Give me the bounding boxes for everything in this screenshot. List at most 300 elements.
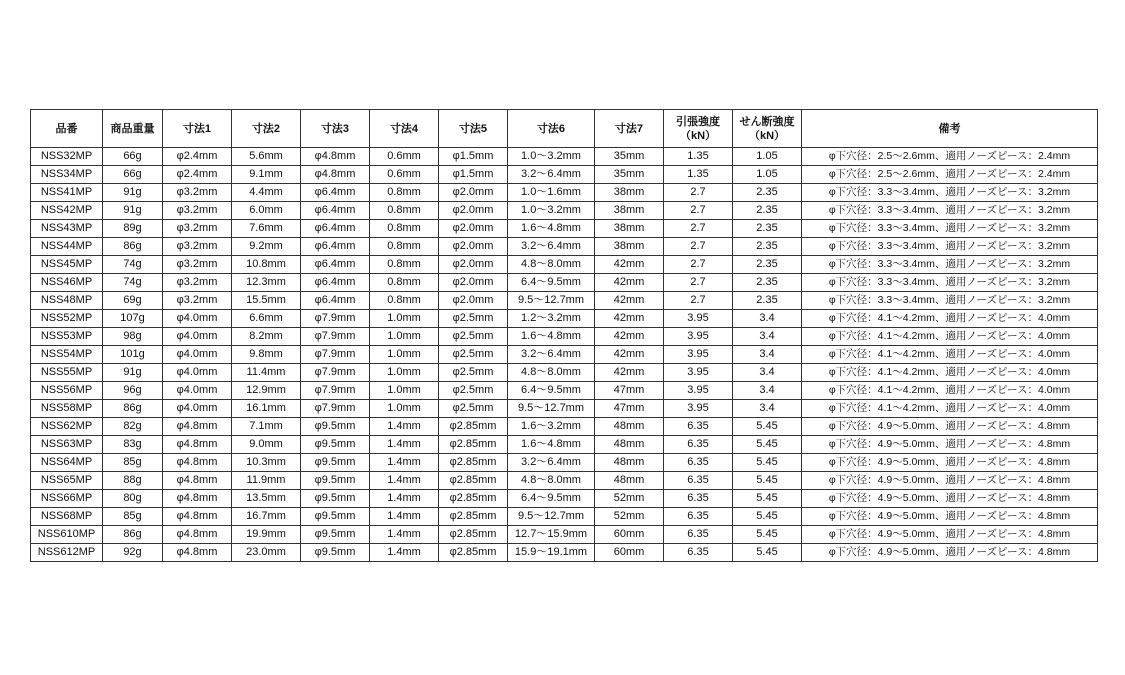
table-cell: 66g (103, 166, 163, 184)
table-row (31, 418, 1098, 436)
note-cell: φ下穴径：4.1～4.2mm、適用ノーズピース：4.0mm (802, 364, 1098, 382)
table-cell: φ2.85mm (439, 490, 508, 508)
table-cell: 15.9～19.1mm (508, 544, 595, 562)
note-cell: φ下穴径：3.3～3.4mm、適用ノーズピース：3.2mm (802, 220, 1098, 238)
table-cell: 1.6～3.2mm (508, 418, 595, 436)
table-cell: 1.4mm (370, 472, 439, 490)
note-cell: φ下穴径：4.9～5.0mm、適用ノーズピース：4.8mm (802, 526, 1098, 544)
column-header (163, 110, 232, 148)
table-cell: φ4.8mm (301, 148, 370, 166)
table-row (31, 184, 1098, 202)
table-cell: 1.0mm (370, 346, 439, 364)
table-cell: 52mm (595, 508, 664, 526)
table-cell: 3.4 (733, 400, 802, 418)
table-row (31, 382, 1098, 400)
table-cell: 5.45 (733, 418, 802, 436)
table-row (31, 400, 1098, 418)
part-number-cell: NSS43MP (31, 220, 103, 238)
table-row (31, 310, 1098, 328)
table-cell: 12.3mm (232, 274, 301, 292)
table-cell: 6.6mm (232, 310, 301, 328)
table-cell: 2.35 (733, 184, 802, 202)
part-number-cell: NSS56MP (31, 382, 103, 400)
table-cell: 3.95 (664, 400, 733, 418)
table-cell: 5.45 (733, 472, 802, 490)
table-cell: 1.4mm (370, 436, 439, 454)
part-number-cell: NSS55MP (31, 364, 103, 382)
table-cell: 86g (103, 400, 163, 418)
part-number-cell: NSS64MP (31, 454, 103, 472)
table-cell: φ2.0mm (439, 238, 508, 256)
column-header-label: 寸法6 (536, 122, 566, 135)
table-cell: φ9.5mm (301, 508, 370, 526)
table-cell: 74g (103, 274, 163, 292)
table-cell: φ2.85mm (439, 454, 508, 472)
table-cell: 48mm (595, 436, 664, 454)
note-cell: φ下穴径：4.9～5.0mm、適用ノーズピース：4.8mm (802, 472, 1098, 490)
table-row (31, 220, 1098, 238)
table-cell: 1.0mm (370, 382, 439, 400)
column-header (664, 110, 733, 148)
table-cell: φ2.5mm (439, 364, 508, 382)
table-cell: 12.7～15.9mm (508, 526, 595, 544)
part-number-cell: NSS68MP (31, 508, 103, 526)
column-header-unit: （kN） (679, 129, 717, 142)
column-header (370, 110, 439, 148)
column-header-unit: （kN） (748, 129, 786, 142)
table-cell: 91g (103, 202, 163, 220)
table-row (31, 508, 1098, 526)
table-cell: 4.8～8.0mm (508, 364, 595, 382)
table-cell: 6.35 (664, 526, 733, 544)
table-cell: 47mm (595, 400, 664, 418)
table-cell: 1.0mm (370, 364, 439, 382)
table-cell: 1.0mm (370, 328, 439, 346)
table-cell: 2.35 (733, 238, 802, 256)
column-header (802, 110, 1098, 148)
column-header-label: 引張強度 (676, 115, 720, 128)
spec-table (30, 109, 1098, 562)
table-cell: φ4.0mm (163, 364, 232, 382)
table-cell: 2.35 (733, 274, 802, 292)
table-cell: 3.95 (664, 346, 733, 364)
table-row (31, 364, 1098, 382)
part-number-cell: NSS32MP (31, 148, 103, 166)
note-cell: φ下穴径：4.1～4.2mm、適用ノーズピース：4.0mm (802, 346, 1098, 364)
part-number-cell: NSS65MP (31, 472, 103, 490)
table-cell: 8.2mm (232, 328, 301, 346)
table-cell: 1.4mm (370, 418, 439, 436)
table-cell: φ9.5mm (301, 544, 370, 562)
table-cell: 7.1mm (232, 418, 301, 436)
table-cell: φ3.2mm (163, 274, 232, 292)
table-cell: 6.4～9.5mm (508, 274, 595, 292)
table-cell: φ2.85mm (439, 544, 508, 562)
table-cell: φ4.8mm (163, 472, 232, 490)
table-cell: 66g (103, 148, 163, 166)
table-cell: 9.5～12.7mm (508, 508, 595, 526)
table-cell: 98g (103, 328, 163, 346)
table-cell: 85g (103, 454, 163, 472)
table-cell: 3.2～6.4mm (508, 346, 595, 364)
table-cell: φ4.8mm (301, 166, 370, 184)
table-cell: φ2.0mm (439, 202, 508, 220)
part-number-cell: NSS34MP (31, 166, 103, 184)
table-cell: φ6.4mm (301, 238, 370, 256)
table-cell: 2.7 (664, 202, 733, 220)
table-row (31, 472, 1098, 490)
table-cell: 1.0mm (370, 310, 439, 328)
table-cell: 6.35 (664, 454, 733, 472)
table-cell: 101g (103, 346, 163, 364)
table-cell: φ7.9mm (301, 400, 370, 418)
note-cell: φ下穴径：4.1～4.2mm、適用ノーズピース：4.0mm (802, 400, 1098, 418)
table-cell: 35mm (595, 148, 664, 166)
table-cell: 16.7mm (232, 508, 301, 526)
table-cell: 52mm (595, 490, 664, 508)
table-cell: 1.0～1.6mm (508, 184, 595, 202)
column-header-label: 寸法7 (614, 122, 644, 135)
note-cell: φ下穴径：4.9～5.0mm、適用ノーズピース：4.8mm (802, 490, 1098, 508)
table-row (31, 274, 1098, 292)
table-cell: 1.6～4.8mm (508, 328, 595, 346)
table-cell: φ6.4mm (301, 256, 370, 274)
note-cell: φ下穴径：4.9～5.0mm、適用ノーズピース：4.8mm (802, 508, 1098, 526)
table-cell: φ1.5mm (439, 148, 508, 166)
table-cell: 5.45 (733, 526, 802, 544)
table-cell: 4.8～8.0mm (508, 472, 595, 490)
table-cell: 48mm (595, 454, 664, 472)
table-row (31, 544, 1098, 562)
table-cell: 1.4mm (370, 526, 439, 544)
table-cell: 3.4 (733, 382, 802, 400)
table-cell: φ9.5mm (301, 436, 370, 454)
table-cell: φ2.4mm (163, 148, 232, 166)
table-cell: 5.45 (733, 544, 802, 562)
table-cell: 0.6mm (370, 166, 439, 184)
note-cell: φ下穴径：3.3～3.4mm、適用ノーズピース：3.2mm (802, 238, 1098, 256)
table-cell: 6.35 (664, 418, 733, 436)
table-cell: 11.9mm (232, 472, 301, 490)
table-cell: 35mm (595, 166, 664, 184)
table-cell: φ4.0mm (163, 310, 232, 328)
table-cell: 1.4mm (370, 544, 439, 562)
table-cell: φ2.0mm (439, 274, 508, 292)
table-cell: 2.7 (664, 292, 733, 310)
table-cell: φ4.8mm (163, 436, 232, 454)
part-number-cell: NSS44MP (31, 238, 103, 256)
table-cell: 2.35 (733, 220, 802, 238)
table-cell: φ1.5mm (439, 166, 508, 184)
table-cell: 6.35 (664, 490, 733, 508)
table-cell: φ4.0mm (163, 328, 232, 346)
note-cell: φ下穴径：4.9～5.0mm、適用ノーズピース：4.8mm (802, 454, 1098, 472)
table-cell: 0.8mm (370, 202, 439, 220)
table-cell: φ6.4mm (301, 292, 370, 310)
table-cell: φ2.5mm (439, 400, 508, 418)
table-cell: 11.4mm (232, 364, 301, 382)
table-cell: 42mm (595, 274, 664, 292)
column-header-label: 備考 (938, 122, 961, 135)
table-cell: 6.4～9.5mm (508, 490, 595, 508)
table-cell: 13.5mm (232, 490, 301, 508)
column-header-label: 寸法3 (320, 122, 350, 135)
column-header (508, 110, 595, 148)
table-cell: 9.1mm (232, 166, 301, 184)
table-cell: φ2.85mm (439, 418, 508, 436)
table-cell: 47mm (595, 382, 664, 400)
table-cell: 5.6mm (232, 148, 301, 166)
table-cell: 6.35 (664, 544, 733, 562)
table-cell: 42mm (595, 364, 664, 382)
table-cell: φ9.5mm (301, 454, 370, 472)
table-cell: 42mm (595, 256, 664, 274)
table-cell: 3.95 (664, 364, 733, 382)
part-number-cell: NSS45MP (31, 256, 103, 274)
note-cell: φ下穴径：4.1～4.2mm、適用ノーズピース：4.0mm (802, 382, 1098, 400)
table-cell: 5.45 (733, 508, 802, 526)
table-cell: 6.0mm (232, 202, 301, 220)
part-number-cell: NSS48MP (31, 292, 103, 310)
table-cell: 3.4 (733, 328, 802, 346)
part-number-cell: NSS54MP (31, 346, 103, 364)
table-cell: φ9.5mm (301, 526, 370, 544)
table-cell: 1.6～4.8mm (508, 436, 595, 454)
part-number-cell: NSS42MP (31, 202, 103, 220)
table-cell: 1.2～3.2mm (508, 310, 595, 328)
table-cell: φ3.2mm (163, 256, 232, 274)
table-row (31, 238, 1098, 256)
table-cell: 38mm (595, 184, 664, 202)
table-cell: 2.7 (664, 220, 733, 238)
table-cell: 5.45 (733, 454, 802, 472)
table-cell: φ4.0mm (163, 346, 232, 364)
table-cell: φ2.4mm (163, 166, 232, 184)
table-cell: φ4.0mm (163, 400, 232, 418)
part-number-cell: NSS66MP (31, 490, 103, 508)
table-cell: φ3.2mm (163, 202, 232, 220)
table-cell: 1.4mm (370, 454, 439, 472)
column-header (103, 110, 163, 148)
table-row (31, 490, 1098, 508)
table-cell: 4.4mm (232, 184, 301, 202)
table-cell: 38mm (595, 202, 664, 220)
table-header (31, 110, 1098, 148)
table-cell: 2.7 (664, 256, 733, 274)
table-cell: φ2.5mm (439, 328, 508, 346)
table-cell: φ4.8mm (163, 508, 232, 526)
column-header (232, 110, 301, 148)
table-cell: 2.7 (664, 184, 733, 202)
table-cell: 91g (103, 184, 163, 202)
table-cell: 0.8mm (370, 238, 439, 256)
column-header-label: 品番 (55, 122, 78, 135)
column-header-label: 寸法5 (458, 122, 488, 135)
table-cell: 60mm (595, 526, 664, 544)
table-cell: 69g (103, 292, 163, 310)
table-cell: φ9.5mm (301, 490, 370, 508)
note-cell: φ下穴径：2.5～2.6mm、適用ノーズピース：2.4mm (802, 166, 1098, 184)
table-cell: φ3.2mm (163, 292, 232, 310)
table-cell: φ2.85mm (439, 508, 508, 526)
table-cell: 1.4mm (370, 508, 439, 526)
table-cell: φ4.8mm (163, 454, 232, 472)
table-cell: 85g (103, 508, 163, 526)
note-cell: φ下穴径：3.3～3.4mm、適用ノーズピース：3.2mm (802, 256, 1098, 274)
table-cell: 0.8mm (370, 292, 439, 310)
table-cell: 3.2～6.4mm (508, 238, 595, 256)
table-cell: 86g (103, 238, 163, 256)
part-number-cell: NSS610MP (31, 526, 103, 544)
table-row (31, 328, 1098, 346)
table-cell: 0.8mm (370, 220, 439, 238)
column-header-label: せん断強度 (739, 115, 795, 128)
table-body (31, 148, 1098, 562)
table-cell: 9.5～12.7mm (508, 400, 595, 418)
part-number-cell: NSS41MP (31, 184, 103, 202)
table-cell: 0.8mm (370, 184, 439, 202)
table-cell: 6.35 (664, 436, 733, 454)
table-cell: 19.9mm (232, 526, 301, 544)
table-cell: 12.9mm (232, 382, 301, 400)
table-cell: 1.0～3.2mm (508, 202, 595, 220)
table-cell: 38mm (595, 238, 664, 256)
part-number-cell: NSS612MP (31, 544, 103, 562)
table-cell: φ6.4mm (301, 184, 370, 202)
table-cell: 3.95 (664, 382, 733, 400)
table-cell: φ7.9mm (301, 346, 370, 364)
table-row (31, 148, 1098, 166)
table-cell: φ4.8mm (163, 544, 232, 562)
note-cell: φ下穴径：4.9～5.0mm、適用ノーズピース：4.8mm (802, 418, 1098, 436)
table-cell: 1.6～4.8mm (508, 220, 595, 238)
table-row (31, 256, 1098, 274)
table-cell: φ7.9mm (301, 382, 370, 400)
table-cell: 7.6mm (232, 220, 301, 238)
table-cell: 42mm (595, 292, 664, 310)
table-cell: 2.35 (733, 202, 802, 220)
table-cell: 2.35 (733, 292, 802, 310)
table-cell: 3.2～6.4mm (508, 166, 595, 184)
table-cell: φ6.4mm (301, 274, 370, 292)
table-cell: 88g (103, 472, 163, 490)
column-header (439, 110, 508, 148)
table-cell: φ4.8mm (163, 490, 232, 508)
table-cell: 42mm (595, 328, 664, 346)
table-cell: φ2.0mm (439, 220, 508, 238)
column-header-label: 商品重量 (110, 122, 155, 135)
table-cell: φ2.85mm (439, 436, 508, 454)
table-cell: 80g (103, 490, 163, 508)
table-cell: 86g (103, 526, 163, 544)
table-cell: 1.05 (733, 166, 802, 184)
note-cell: φ下穴径：4.9～5.0mm、適用ノーズピース：4.8mm (802, 544, 1098, 562)
table-cell: 1.05 (733, 148, 802, 166)
table-cell: 60mm (595, 544, 664, 562)
table-cell: φ9.5mm (301, 472, 370, 490)
table-cell: φ7.9mm (301, 328, 370, 346)
table-cell: 1.0～3.2mm (508, 148, 595, 166)
table-cell: φ2.0mm (439, 292, 508, 310)
column-header (31, 110, 103, 148)
table-cell: 83g (103, 436, 163, 454)
note-cell: φ下穴径：4.1～4.2mm、適用ノーズピース：4.0mm (802, 310, 1098, 328)
table-cell: φ9.5mm (301, 418, 370, 436)
table-cell: 16.1mm (232, 400, 301, 418)
table-cell: 1.0mm (370, 400, 439, 418)
column-header-label: 寸法1 (182, 122, 212, 135)
table-row (31, 166, 1098, 184)
table-cell: 0.8mm (370, 274, 439, 292)
table-row (31, 526, 1098, 544)
table-cell: 9.0mm (232, 436, 301, 454)
table-cell: 74g (103, 256, 163, 274)
part-number-cell: NSS53MP (31, 328, 103, 346)
table-cell: 42mm (595, 346, 664, 364)
table-cell: 10.3mm (232, 454, 301, 472)
table-cell: 48mm (595, 472, 664, 490)
table-cell: φ4.8mm (163, 418, 232, 436)
table-cell: 2.7 (664, 238, 733, 256)
table-cell: φ4.8mm (163, 526, 232, 544)
column-header-label: 寸法2 (251, 122, 281, 135)
table-cell: 9.2mm (232, 238, 301, 256)
table-cell: 82g (103, 418, 163, 436)
table-row (31, 202, 1098, 220)
table-cell: φ2.85mm (439, 526, 508, 544)
table-cell: 96g (103, 382, 163, 400)
table-cell: 38mm (595, 220, 664, 238)
table-cell: 3.4 (733, 364, 802, 382)
column-header (301, 110, 370, 148)
table-cell: φ7.9mm (301, 310, 370, 328)
table-cell: 9.8mm (232, 346, 301, 364)
part-number-cell: NSS46MP (31, 274, 103, 292)
table-cell: φ2.85mm (439, 472, 508, 490)
column-header (595, 110, 664, 148)
table-cell: φ4.0mm (163, 382, 232, 400)
table-cell: 1.35 (664, 166, 733, 184)
table-cell: φ2.0mm (439, 184, 508, 202)
table-cell: φ2.5mm (439, 382, 508, 400)
table-cell: 89g (103, 220, 163, 238)
part-number-cell: NSS58MP (31, 400, 103, 418)
note-cell: φ下穴径：4.9～5.0mm、適用ノーズピース：4.8mm (802, 436, 1098, 454)
table-cell: 2.7 (664, 274, 733, 292)
table-cell: 107g (103, 310, 163, 328)
table-cell: 3.4 (733, 310, 802, 328)
note-cell: φ下穴径：3.3～3.4mm、適用ノーズピース：3.2mm (802, 274, 1098, 292)
table-row (31, 454, 1098, 472)
note-cell: φ下穴径：3.3～3.4mm、適用ノーズピース：3.2mm (802, 202, 1098, 220)
table-cell: φ3.2mm (163, 220, 232, 238)
part-number-cell: NSS63MP (31, 436, 103, 454)
note-cell: φ下穴径：2.5～2.6mm、適用ノーズピース：2.4mm (802, 148, 1098, 166)
table-cell: 1.35 (664, 148, 733, 166)
table-cell: 42mm (595, 310, 664, 328)
table-cell: φ6.4mm (301, 220, 370, 238)
part-number-cell: NSS62MP (31, 418, 103, 436)
table-cell: 0.6mm (370, 148, 439, 166)
table-cell: 3.95 (664, 328, 733, 346)
table-cell: φ2.5mm (439, 346, 508, 364)
table-cell: φ2.5mm (439, 310, 508, 328)
table-cell: φ7.9mm (301, 364, 370, 382)
column-header (733, 110, 802, 148)
note-cell: φ下穴径：3.3～3.4mm、適用ノーズピース：3.2mm (802, 184, 1098, 202)
table-cell: 92g (103, 544, 163, 562)
table-cell: φ2.0mm (439, 256, 508, 274)
